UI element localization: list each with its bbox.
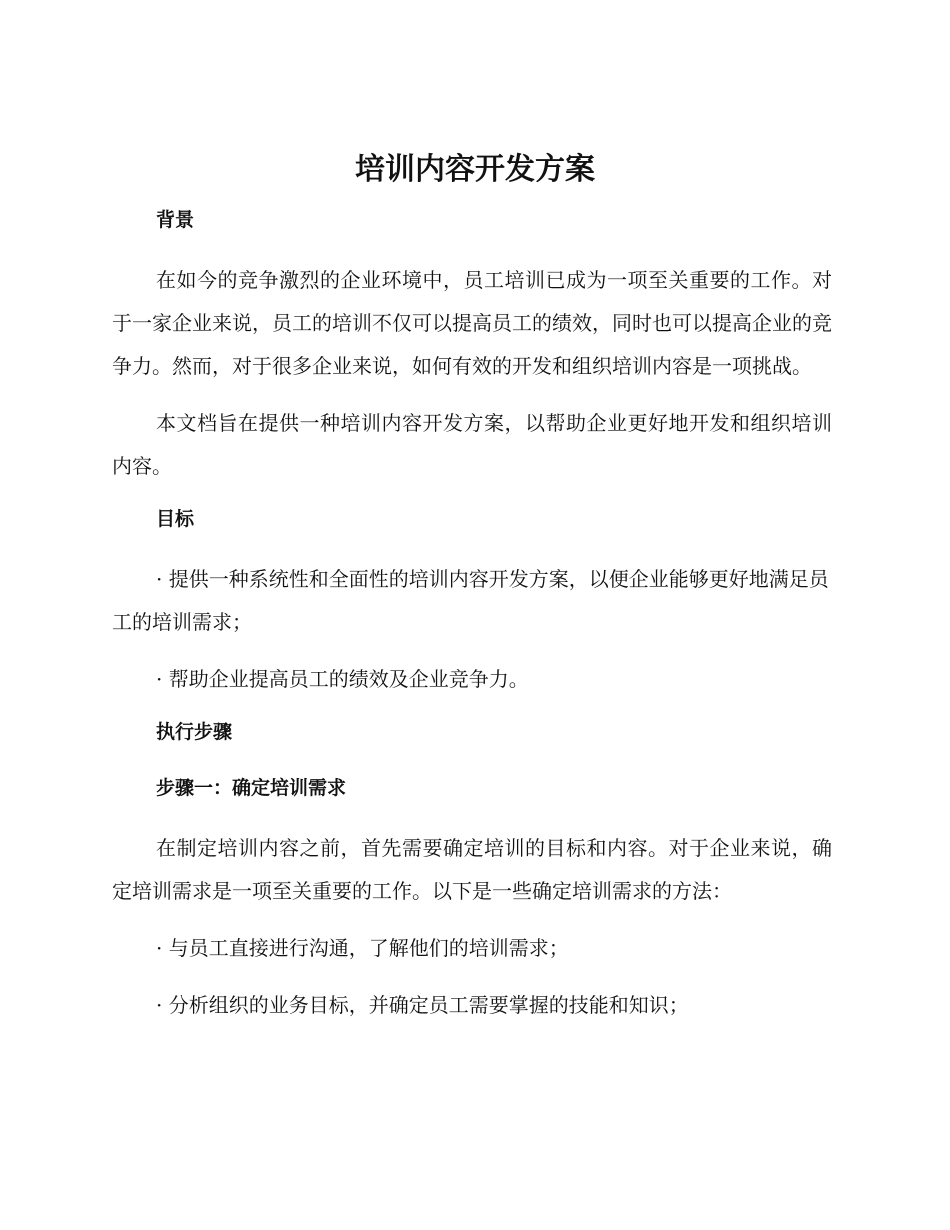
step-1-bullet-2: · 分析组织的业务目标，并确定员工需要掌握的技能和知识； <box>156 993 689 1017</box>
goal-bullet-2: · 帮助企业提高员工的绩效及企业竞争力。 <box>156 667 529 691</box>
paragraph-background-2: 本文档旨在提供一种培训内容开发方案，以帮助企业更好地开发和组织培训内容。 <box>112 411 832 478</box>
document-title: 培训内容开发方案 <box>355 152 595 187</box>
document-body <box>112 203 832 1041</box>
section-heading-goals: 目标 <box>156 508 195 530</box>
step-1-bullet-1: · 与员工直接进行沟通，了解他们的培训需求； <box>156 936 569 960</box>
section-heading-steps: 执行步骤 <box>156 721 233 743</box>
goal-bullet-1: · 提供一种系统性和全面性的培训内容开发方案，以便企业能够更好地满足员工的培训需求； <box>112 567 829 634</box>
section-heading-background: 背景 <box>156 209 195 231</box>
step-1-heading: 步骤一：确定培训需求 <box>156 777 347 799</box>
paragraph-background-1: 在如今的竞争激烈的企业环境中，员工培训已成为一项至关重要的工作。对于一家企业来说，员工的培训不仅可以提高员工的绩效，同时也可以提高企业的竞争力。然而，对于很多企业来说，如何有效的开发和组织培训内容是一项挑战。 <box>112 268 832 378</box>
step-1-paragraph: 在制定培训内容之前，首先需要确定培训的目标和内容。对于企业来说，确定培训需求是一项至关重要的工作。以下是一些确定培训需求的方法： <box>112 836 832 903</box>
